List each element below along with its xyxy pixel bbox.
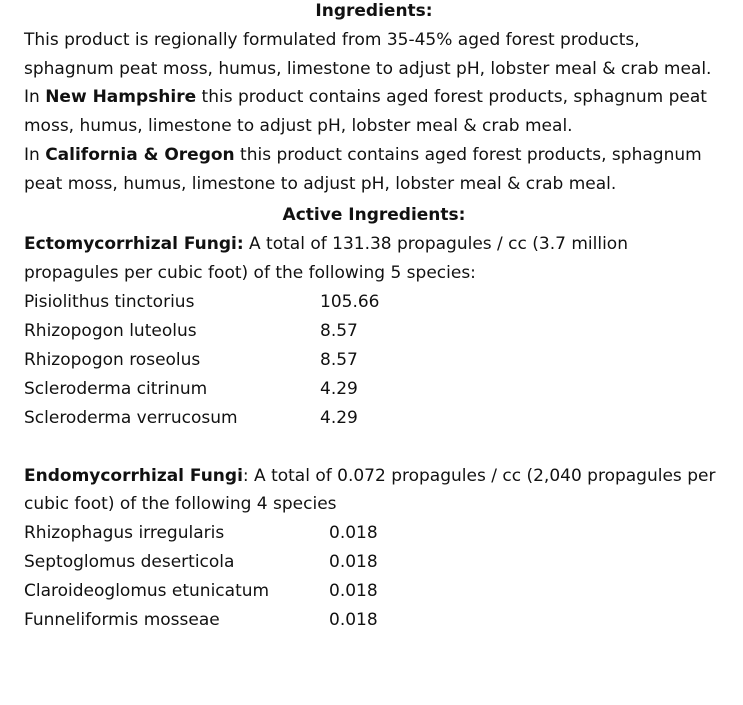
species-row [24,317,379,346]
nh-prefix: In [24,87,46,108]
endo-description [24,462,724,519]
species-row [24,375,379,404]
species-name: Pisiolithus tinctorius [24,291,195,312]
species-propagule-count: 4.29 [320,378,358,399]
ecto-species-table [24,288,379,433]
species-row [24,288,379,317]
product-label [24,0,724,635]
species-propagule-count: 8.57 [320,349,358,370]
species-name: Funneliformis mosseae [24,610,220,631]
nh-state-name: New Hampshire [45,87,197,108]
ingredients-heading: Ingredients: [315,1,433,21]
species-propagule-count: 0.018 [329,523,378,544]
species-name: Septoglomus deserticola [24,552,235,573]
ca-ingredients-text: this product contains aged forest products, sphagnum peat moss, humus, limestone to adjust pH, lobster meal & crab meal. [24,144,702,194]
species-row [24,519,378,548]
species-name: Rhizophagus irregularis [24,523,225,544]
species-propagule-count: 0.018 [329,552,378,573]
species-name: Scleroderma verrucosum [24,407,238,428]
endo-label: Endomycorrhizal Fungi [24,465,243,486]
active-ingredients-heading: Active Ingredients: [282,205,466,226]
species-name: Claroideoglomus etunicatum [24,581,270,602]
species-row [24,404,379,433]
species-name: Rhizopogon roseolus [24,349,201,370]
species-propagule-count: 105.66 [320,291,380,312]
species-propagule-count: 0.018 [329,581,378,602]
species-row [24,577,378,606]
ecto-description [24,230,724,287]
ecto-text: A total of 131.38 propagules / cc (3.7 million propagules per cubic foot) of the following 5 species: [24,234,628,283]
species-row [24,606,378,635]
california-oregon-ingredients [24,141,724,198]
endo-text: : A total of 0.072 propagules / cc (2,040 propagules per cubic foot) of the following 4 species [24,465,716,515]
ca-prefix: In [24,144,46,165]
species-name: Rhizopogon luteolus [24,320,197,341]
species-row [24,548,378,577]
species-propagule-count: 4.29 [320,407,358,428]
species-row [24,346,379,375]
endo-species-table [24,519,378,635]
nh-ingredients-text: this product contains aged forest products, sphagnum peat moss, humus, limestone to adjust pH, lobster meal & crab meal. [24,87,707,137]
general-ingredients-text: This product is regionally formulated from 35-45% aged forest products, sphagnum peat moss, humus, limestone to adjust pH, lobster meal & crab meal. [24,30,712,79]
ecto-label: Ectomycorrhizal Fungi: [24,234,244,255]
ca-state-name: California & Oregon [45,144,235,165]
species-name: Scleroderma citrinum [24,378,208,399]
species-propagule-count: 8.57 [320,320,358,341]
new-hampshire-ingredients [24,83,724,140]
species-propagule-count: 0.018 [329,610,378,631]
